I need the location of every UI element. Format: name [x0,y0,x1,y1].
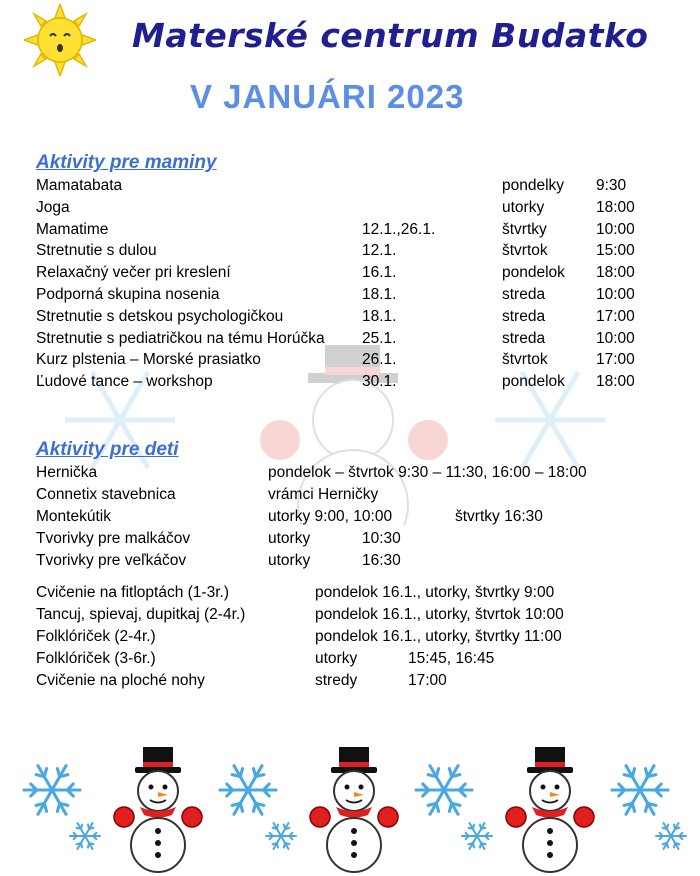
snowman-icon [108,745,208,875]
activity-row [0,219,700,241]
kids-exercise-row [0,604,700,626]
activity-row [0,262,700,284]
activity-name: Joga [36,198,70,216]
activity-date: 26.1. [362,351,397,369]
snowman-icon [500,745,600,875]
activity-name: Podporná skupina nosenia [36,286,220,303]
activity-date: 18.1. [362,286,397,303]
activity-name: Kurz plstenia – Morské prasiatko [36,351,261,369]
activity-day: štvrtok [502,351,548,369]
kids-heading: Aktivity pre deti [36,439,179,460]
activity-row [0,240,700,262]
activity-day: pondelok [502,264,565,282]
activity-row [0,175,700,197]
activity-time: 15:00 [596,242,635,260]
snowflake-icon [217,759,279,821]
kids-exercise-row [0,582,700,604]
activity-schedule: pondelok – štvrtok 9:30 – 11:30, 16:00 – 18:00 [268,464,587,481]
activity-date: 30.1. [362,373,397,391]
activity-schedule: pondelok 16.1., utorky, štvrtky 9:00 [315,584,555,601]
activity-extra: 16:30 [362,552,401,569]
activity-row [0,306,700,328]
activity-extra: štvrtky 16:30 [455,508,543,525]
snowflake-icon [21,759,83,821]
activity-schedule: utorky [268,552,311,569]
activity-extra: 10:30 [362,530,401,547]
snowflake-icon [263,818,299,854]
kids-activity-row [0,550,700,572]
activity-name: Cvičenie na fitloptách (1-3r.) [36,584,229,601]
activity-time: 10:00 [596,220,635,238]
moms-heading: Aktivity pre maminy [36,152,217,173]
activity-time: 17:00 [596,307,635,325]
activity-time: 10:00 [596,286,635,303]
activity-name: Montekútik [36,508,111,525]
activity-day: štvrtok [502,242,548,260]
activity-time: 17:00 [596,351,635,369]
activity-name: Relaxačný večer pri kreslení [36,264,231,282]
kids-exercise-row [0,648,700,670]
page-subtitle: V JANUÁRI 2023 [190,78,465,115]
activity-schedule: utorky [268,530,311,547]
activity-name: Connetix stavebnica [36,486,176,503]
activity-name: Hernička [36,464,98,481]
activity-date: 12.1.,26.1. [362,220,436,238]
activity-name: Stretnutie s detskou psychologičkou [36,307,284,325]
activity-day: pondelok [502,373,565,391]
activity-time: 18:00 [596,198,635,216]
activity-row [0,349,700,371]
kids-activity-row [0,528,700,550]
activity-schedule: utorky 9:00, 10:00 [268,508,393,525]
activity-time: 9:30 [596,177,627,194]
activity-date: 25.1. [362,329,397,347]
kids-activity-row [0,462,700,484]
snowflake-icon [413,759,475,821]
activity-row [0,284,700,306]
snowman-icon [304,745,404,875]
activity-schedule: vrámci Herničky [268,486,379,503]
activity-date: 18.1. [362,307,397,325]
kids-activity-row [0,506,700,528]
activity-schedule: pondelok 16.1., utorky, štvrtok 10:00 [315,606,564,623]
activity-schedule: stredy [315,672,358,689]
snowflake-icon [653,818,689,854]
activity-schedule: utorky [315,650,358,667]
activity-row [0,328,700,350]
activity-day: utorky [502,198,545,216]
snowflake-icon [609,759,671,821]
activity-row [0,197,700,219]
activity-name: Mamatime [36,220,109,238]
activity-day: štvrtky [502,220,547,238]
kids-activity-row [0,484,700,506]
kids-exercise-row [0,626,700,648]
activity-time: 10:00 [596,329,635,347]
kids-exercise-row [0,670,700,692]
activity-date: 12.1. [362,242,397,260]
page-title: Materské centrum Budatko [132,16,649,55]
activity-time: 18:00 [596,373,635,391]
activity-time: 18:00 [596,264,635,282]
activity-name: Ľudové tance – workshop [36,373,213,391]
activity-name: Tvorivky pre veľkáčov [36,552,187,569]
activity-date: 16.1. [362,264,397,282]
activity-name: Mamatabata [36,177,123,194]
activity-day: streda [502,286,546,303]
decorative-border [0,740,700,876]
activity-day: streda [502,307,546,325]
activity-extra: 17:00 [408,672,447,689]
activity-name: Folklóriček (3-6r.) [36,650,156,667]
activity-schedule: pondelok 16.1., utorky, štvrtky 11:00 [315,628,562,645]
activity-day: pondelky [502,177,565,194]
snowflake-icon [459,818,495,854]
snowflake-icon [67,818,103,854]
activity-name: Stretnutie s dulou [36,242,157,260]
activity-name: Stretnutie s pediatričkou na tému Horúčka [36,329,325,347]
activity-day: streda [502,329,546,347]
activity-name: Folklóriček (2-4r.) [36,628,156,645]
activity-name: Tancuj, spievaj, dupitkaj (2-4r.) [36,606,246,623]
activity-name: Cvičenie na ploché nohy [36,672,205,689]
sun-icon [24,4,96,76]
activity-name: Tvorivky pre malkáčov [36,530,191,547]
activity-row [0,371,700,393]
activity-extra: 15:45, 16:45 [408,650,495,667]
